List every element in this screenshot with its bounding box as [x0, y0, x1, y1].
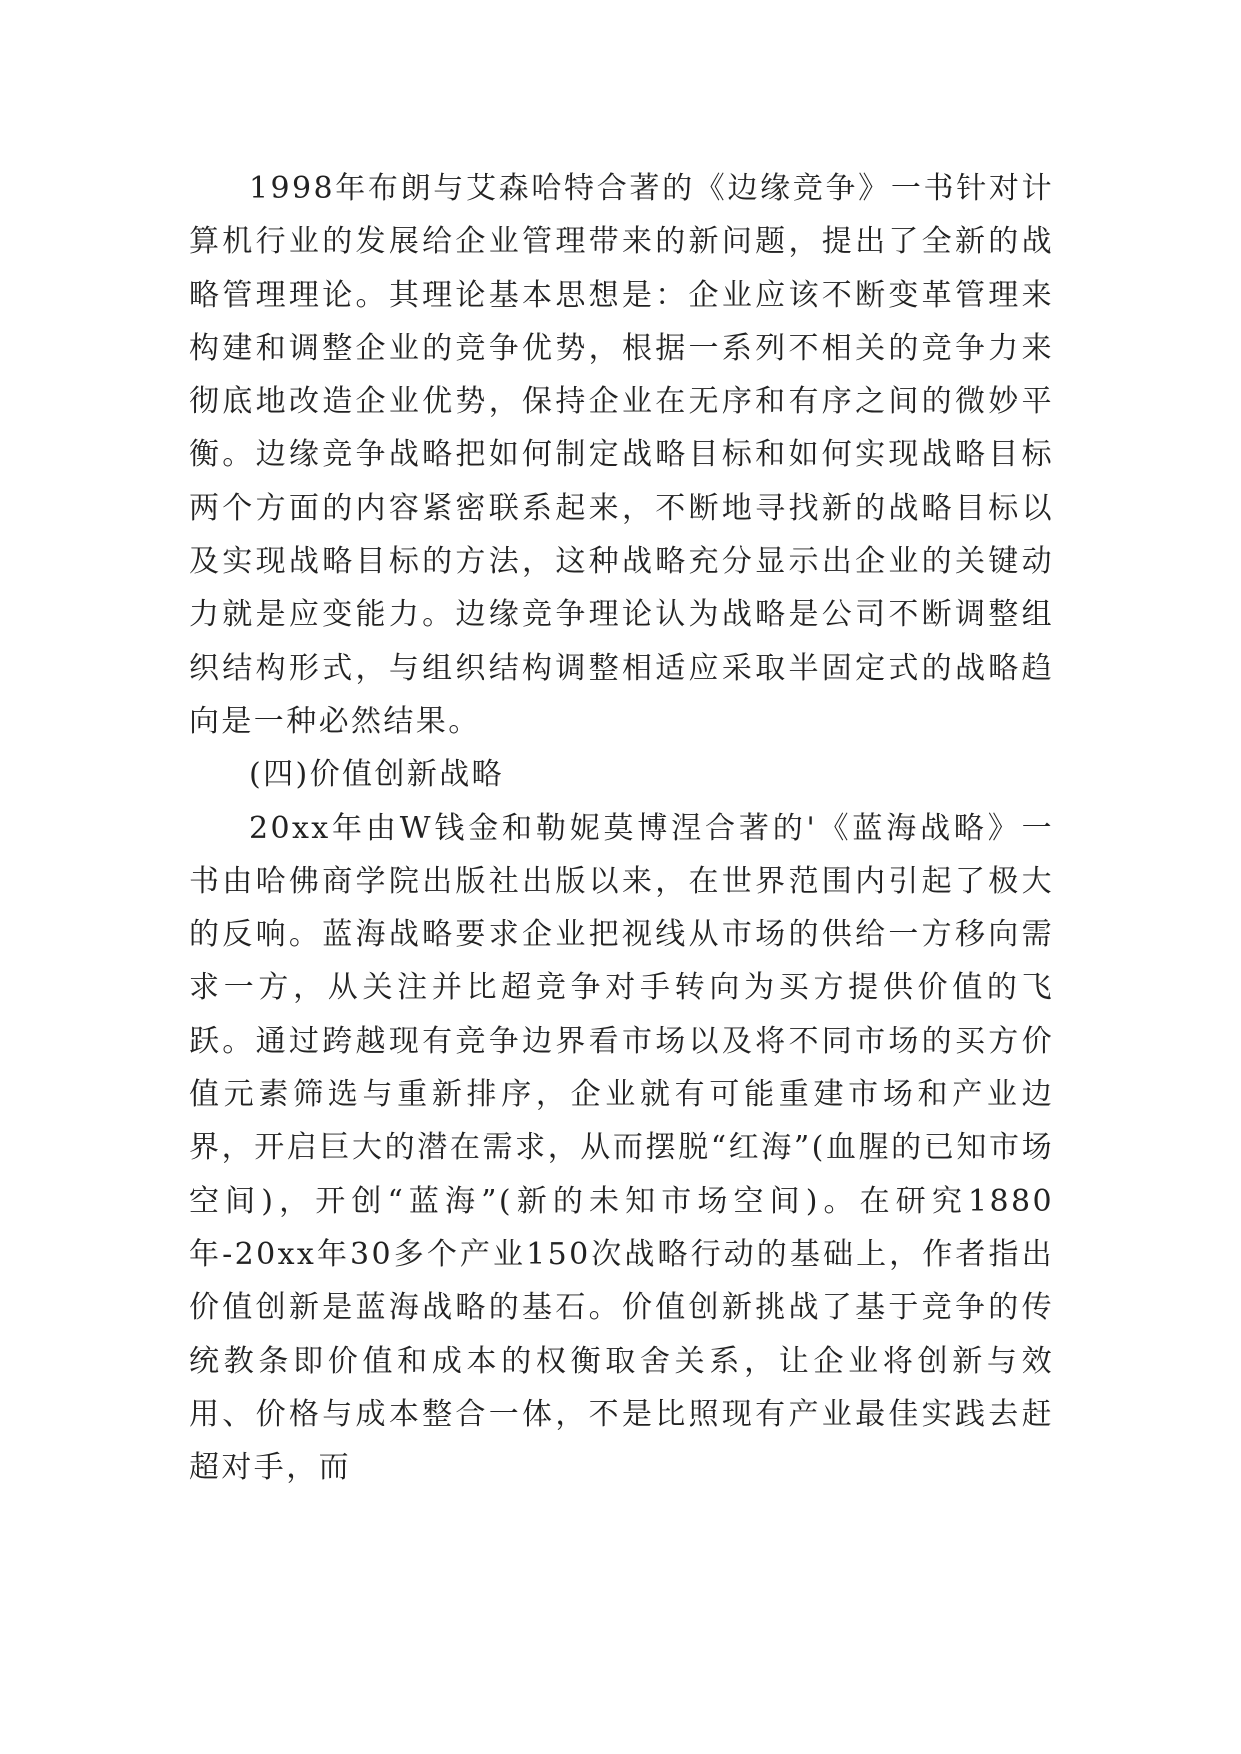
paragraph-blue-ocean: 20xx年由W钱金和勒妮莫博涅合著的'《蓝海战略》一书由哈佛商学院出版社出版以来，在世界范围内引起了极大的反响。蓝海战略要求企业把视线从市场的供给一方移向需求一方，从关注并比超竞争对手转向为买方提供价值的飞跃。通过跨越现有竞争边界看市场以及将不同市场的买方价值元素筛选与重新排序，企业就有可能重建市场和产业边界，开启巨大的潜在需求，从而摆脱“红海”(血腥的已知市场空间)，开创“蓝海”(新的未知市场空间)。在研究1880年-20xx年30多个产业150次战略行动的基础上，作者指出价值创新是蓝海战略的基石。价值创新挑战了基于竞争的传统教条即价值和成本的权衡取舍关系，让企业将创新与效用、价格与成本整合一体，不是比照现有产业最佳实践去赶超对手，而: [189, 810, 1054, 1486]
section-heading-value-innovation: (四)价值创新战略: [249, 757, 505, 793]
paragraph-edge-competition: 1998年布朗与艾森哈特合著的《边缘竞争》一书针对计算机行业的发展给企业管理带来的新问题，提出了全新的战略管理理论。其理论基本思想是：企业应该不断变革管理来构建和调整企业的竞争优势，根据一系列不相关的竞争力来彻底地改造企业优势，保持企业在无序和有序之间的微妙平衡。边缘竞争战略把如何制定战略目标和如何实现战略目标两个方面的内容紧密联系起来，不断地寻找新的战略目标以及实现战略目标的方法，这种战略充分显示出企业的关键动力就是应变能力。边缘竞争理论认为战略是公司不断调整组织结构形式，与组织结构调整相适应采取半固定式的战略趋向是一种必然结果。: [189, 171, 1054, 739]
document-body: [189, 162, 1054, 1494]
